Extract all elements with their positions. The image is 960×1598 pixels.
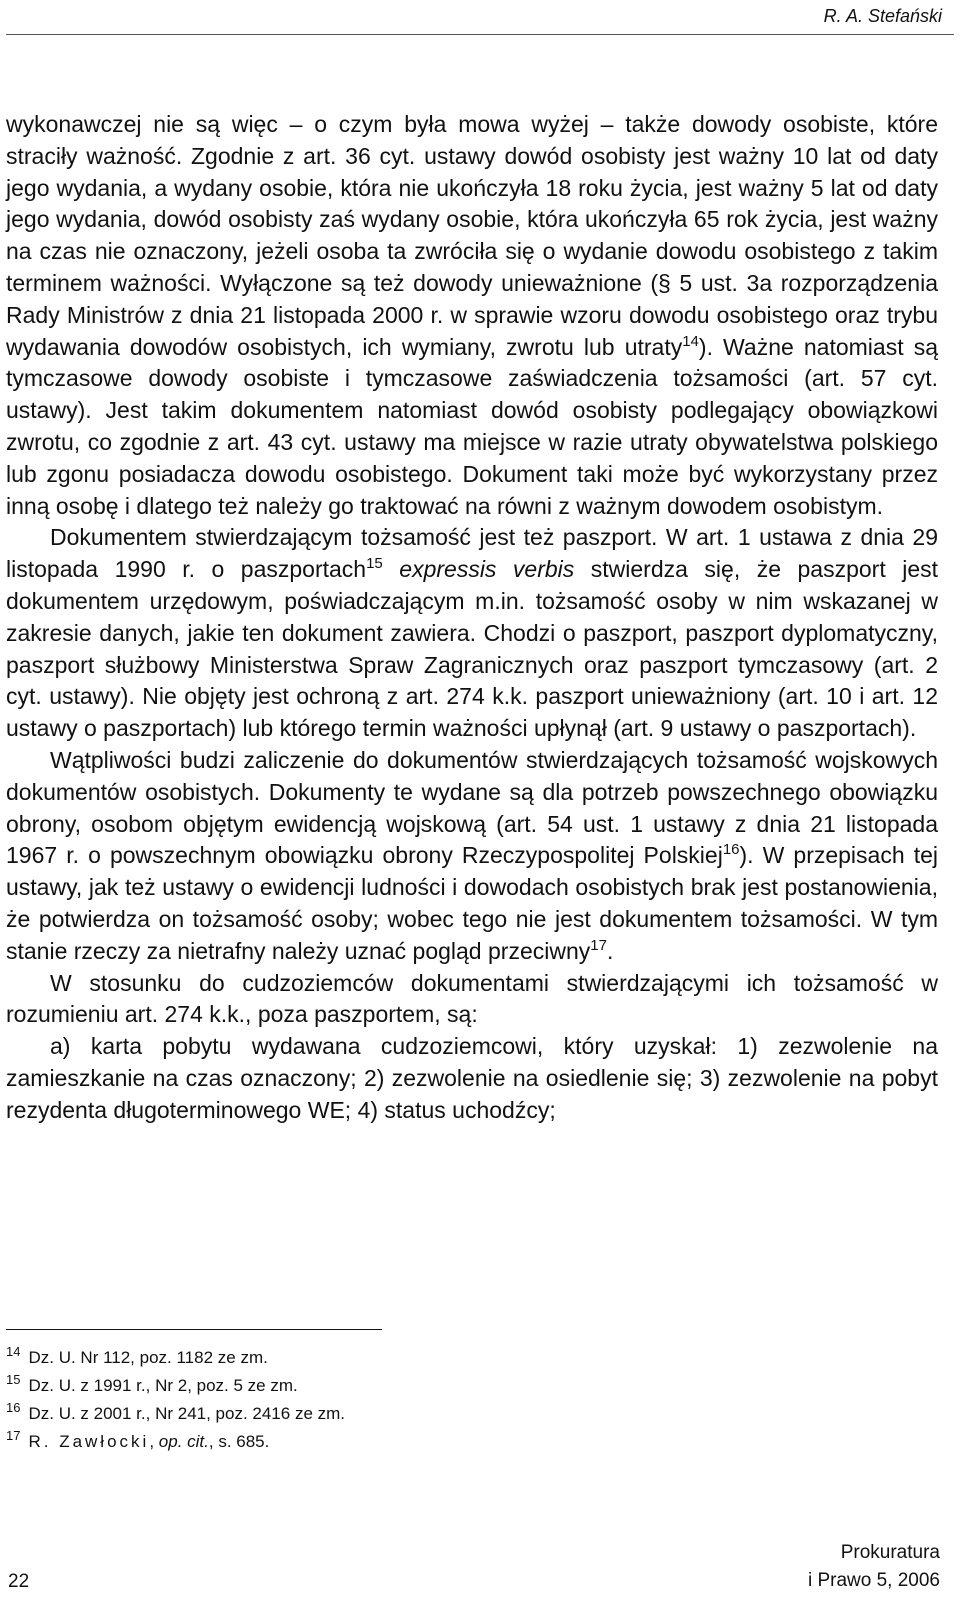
footnote-author: R. Zawłocki xyxy=(28,1432,150,1451)
footnotes xyxy=(6,1344,706,1456)
paragraph-2: Dokumentem stwierdzającym tożsamość jest też paszport. W art. 1 ustawa z dnia 29 listopada 1990 r. o paszportach$^{15}$ expressis verbis stwierdza się, że paszport jest dokumentem urzędowym, poświadczającym m.in. tożsamość osoby w nim wskazanej w zakresie danych, jakie ten dokument zawiera. Chodzi o paszport, paszport dyplomatyczny, paszport służbowy Ministerstwa Spraw Zagranicznych oraz paszport tymczasowy (art. 2 cyt. ustawy). Nie objęty jest ochroną z art. 274 k.k. paszport unieważniony (art. 10 i art. 12 ustawy o paszportach) lub którego termin ważności upłynął (art. 9 ustawy o paszportach). xyxy=(6,524,938,742)
journal-name: Prokuratura xyxy=(840,1542,940,1563)
running-header-author: R. A. Stefański xyxy=(823,6,942,26)
footnote-separator xyxy=(6,1329,382,1330)
footnote-ref-17[interactable]: 17 xyxy=(590,936,607,954)
paragraph-4: W stosunku do cudzoziemców dokumentami stwierdzającymi ich tożsamość w rozumieniu art. 274 k.k., poza paszportem, są: xyxy=(6,969,938,1028)
footnote-17: $^{17}$ R. Zawłocki, op. cit., s. 685. xyxy=(6,1428,270,1451)
page-number: 22 xyxy=(8,1571,30,1592)
main-text xyxy=(6,109,938,1127)
paragraph-5: a) karta pobytu wydawana cudzoziemcowi, który uzyskał: 1) zezwolenie na zamieszkanie na czas oznaczony; 2) zezwolenie na osiedlenie się; 3) zezwolenie na pobyt rezydenta długoterminowego WE; 4) status uchodźcy; xyxy=(6,1033,938,1123)
journal-footer xyxy=(808,1539,940,1595)
journal-issue: i Prawo 5, 2006 xyxy=(807,1570,940,1591)
footnote-ref-15[interactable]: 15 xyxy=(366,555,383,573)
footnote-14: $^{14}$ Dz. U. Nr 112, poz. 1182 ze zm. xyxy=(6,1344,268,1367)
footnote-16: $^{16}$ Dz. U. z 2001 r., Nr 241, poz. 2416 ze zm. xyxy=(6,1400,346,1423)
latin-phrase: expressis verbis xyxy=(399,556,575,583)
paragraph-1: wykonawczej nie są więc – o czym była mowa wyżej – także dowody osobiste, które straciły ważność. Zgodnie z art. 36 cyt. ustawy dowód osobisty jest ważny 10 lat od daty jego wydania, a wydany osobie, która nie ukończyła 18 roku życia, jest ważny 5 lat od daty jego wydania, dowód osobisty zaś wydany osobie, która ukończyła 65 rok życia, jest ważny na czas nie oznaczony, jeżeli osoba ta zwróciła się o wydanie dowodu osobistego z takim terminem ważności. Wyłączone są też dowody unieważnione (§ 5 ust. 3a rozporządzenia Rady Ministrów z dnia 21 listopada 2000 r. w sprawie wzoru dowodu osobistego oraz trybu wydawania dowodów osobistych, ich wymiany, zwrotu lub utraty$^{14}$). Ważne natomiast są tymczasowe dowody osobiste i tymczasowe zaświadczenia tożsamości (art. 57 cyt. ustawy). Jest takim dokumentem natomiast dowód osobisty podlegający obowiązkowi zwrotu, co zgodnie z art. 43 cyt. ustawy ma miejsce w razie utraty obywatelstwa polskiego lub zgonu posiadacza dowodu osobistego. Dokument taki może być wykorzystany przez inną osobę i dlatego też należy go traktować na równi z ważnym dowodem osobistym. xyxy=(6,111,938,519)
footnote-ref-16[interactable]: 16 xyxy=(722,841,740,859)
paragraph-3: Wątpliwości budzi zaliczenie do dokumentów stwierdzających tożsamość wojskowych dokumentów osobistych. Dokumenty te wydane są dla potrzeb powszechnego obowiązku obrony, osobom objętym ewidencją wojskową (art. 54 ust. 1 ustawy z dnia 21 listopada 1967 r. o powszechnym obowiązku obrony Rzeczypospolitej Polskiej$^{16}$). W przepisach tej ustawy, jak też ustawy o ewidencji ludności i dowodach osobistych brak jest postanowienia, że potwierdza on tożsamość osoby; wobec tego nie jest dokumentem tożsamości. W tym stanie rzeczy za nietrafny należy uznać pogląd przeciwny$^{17}$. xyxy=(6,746,938,964)
section-sign: § xyxy=(658,269,671,296)
header-rule xyxy=(6,34,954,35)
footnote-ref-14[interactable]: 14 xyxy=(682,332,699,350)
footnote-15: $^{15}$ Dz. U. z 1991 r., Nr 2, poz. 5 ze zm. xyxy=(6,1372,298,1395)
